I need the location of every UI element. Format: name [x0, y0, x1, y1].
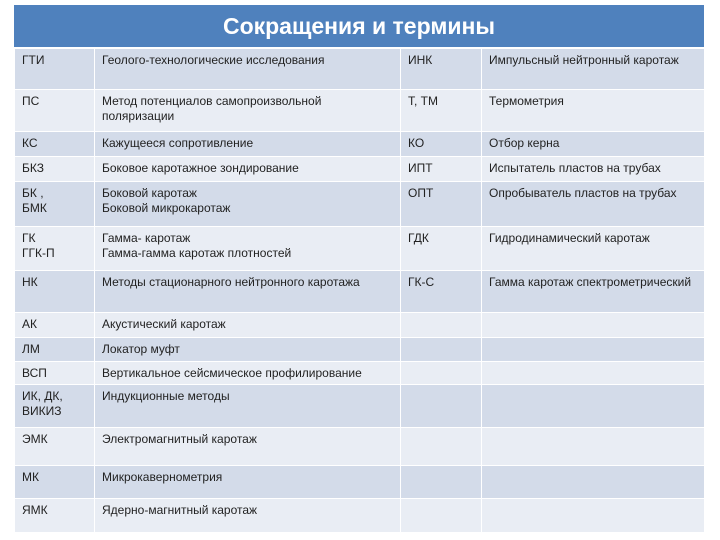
term-cell [482, 428, 705, 466]
abbreviation-cell: ВСП [15, 362, 95, 385]
term-cell [482, 385, 705, 428]
table-row [15, 499, 705, 533]
term-cell: Вертикальное сейсмическое профилирование [95, 362, 401, 385]
abbreviation-cell: КО [401, 132, 482, 157]
abbreviation-cell [401, 499, 482, 533]
abbreviation-cell: ИНК [401, 49, 482, 90]
abbreviation-cell: ЯМК [15, 499, 95, 533]
term-cell: Геолого-технологические исследования [95, 49, 401, 90]
term-cell: Испытатель пластов на трубах [482, 157, 705, 182]
abbreviation-cell: НК [15, 271, 95, 313]
terms-table [14, 48, 705, 533]
abbreviation-cell: ГДК [401, 227, 482, 271]
table-row [15, 466, 705, 499]
term-cell: Гидродинамический каротаж [482, 227, 705, 271]
abbreviation-cell [401, 466, 482, 499]
abbreviation-cell: ПС [15, 90, 95, 132]
term-cell: Боковой каротаж Боковой микрокаротаж [95, 182, 401, 227]
term-cell: Микрокавернометрия [95, 466, 401, 499]
term-cell: Электромагнитный каротаж [95, 428, 401, 466]
abbreviation-cell: ГТИ [15, 49, 95, 90]
abbreviation-cell: ЭМК [15, 428, 95, 466]
abbreviation-cell: МК [15, 466, 95, 499]
abbreviation-cell [401, 338, 482, 362]
table-row [15, 271, 705, 313]
term-cell: Методы стационарного нейтронного каротажа [95, 271, 401, 313]
table-row [15, 90, 705, 132]
abbreviation-cell: ИПТ [401, 157, 482, 182]
term-cell: Индукционные методы [95, 385, 401, 428]
term-cell: Импульсный нейтронный каротаж [482, 49, 705, 90]
table-row [15, 182, 705, 227]
table-row [15, 313, 705, 338]
term-cell [482, 466, 705, 499]
term-cell: Локатор муфт [95, 338, 401, 362]
term-cell: Метод потенциалов самопроизвольной поляризации [95, 90, 401, 132]
abbreviation-cell: АК [15, 313, 95, 338]
term-cell: Отбор керна [482, 132, 705, 157]
table-row [15, 428, 705, 466]
abbreviation-cell: ГК ГГК-П [15, 227, 95, 271]
term-cell: Акустический каротаж [95, 313, 401, 338]
abbreviation-cell: ОПТ [401, 182, 482, 227]
term-cell: Термометрия [482, 90, 705, 132]
table-row [15, 385, 705, 428]
abbreviation-cell [401, 385, 482, 428]
term-cell: Кажущееся сопротивление [95, 132, 401, 157]
table-row [15, 362, 705, 385]
table-row [15, 227, 705, 271]
term-cell: Опробыватель пластов на трубах [482, 182, 705, 227]
abbreviation-cell: ГК-С [401, 271, 482, 313]
term-cell [482, 499, 705, 533]
abbreviation-cell [401, 362, 482, 385]
abbreviation-cell: Т, ТМ [401, 90, 482, 132]
abbreviation-cell: КС [15, 132, 95, 157]
term-cell [482, 313, 705, 338]
abbreviation-cell: ЛМ [15, 338, 95, 362]
term-cell: Боковое каротажное зондирование [95, 157, 401, 182]
table-row [15, 157, 705, 182]
table-row [15, 49, 705, 90]
abbreviation-cell [401, 428, 482, 466]
term-cell: Гамма каротаж спектрометрический [482, 271, 705, 313]
abbreviation-cell: БК , БМК [15, 182, 95, 227]
table-row [15, 132, 705, 157]
term-cell [482, 338, 705, 362]
term-cell [482, 362, 705, 385]
table-row [15, 338, 705, 362]
abbreviation-cell [401, 313, 482, 338]
terms-table-body [15, 49, 705, 533]
page-title: Сокращения и термины [14, 5, 704, 49]
abbreviation-cell: БКЗ [15, 157, 95, 182]
term-cell: Гамма- каротаж Гамма-гамма каротаж плотностей [95, 227, 401, 271]
term-cell: Ядерно-магнитный каротаж [95, 499, 401, 533]
abbreviation-cell: ИК, ДК, ВИКИЗ [15, 385, 95, 428]
